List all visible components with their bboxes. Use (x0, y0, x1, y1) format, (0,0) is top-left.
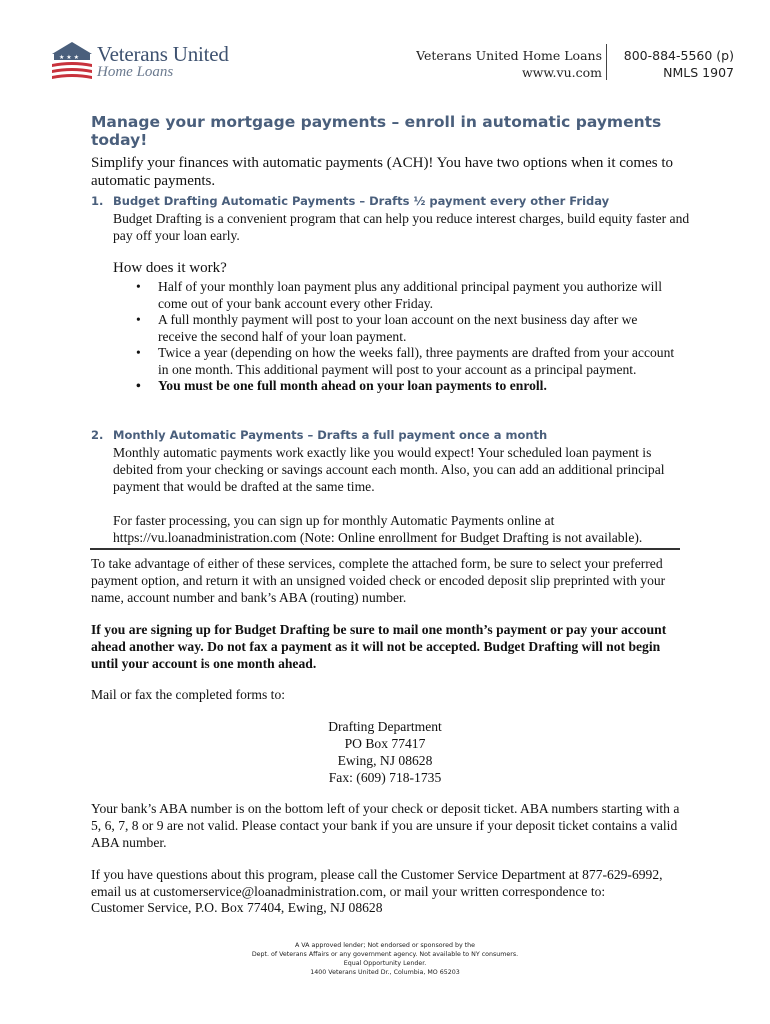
budget-drafting-warning: If you are signing up for Budget Drafting be sure to mail one month’s payment or pay your account ahead another way. Do not fax a payment as it will not be accepted. Budget Drafting will not begin until your account is one month ahead. (91, 622, 667, 671)
option-budget-drafting (91, 194, 691, 395)
address-line: Drafting Department (328, 719, 442, 734)
footer-line: 1400 Veterans United Dr., Columbia, MO 65203 (310, 969, 460, 976)
mail-intro: Mail or fax the completed forms to: (91, 687, 286, 702)
header-divider (606, 44, 607, 80)
phone-number: 800-884-5560 (p) (623, 48, 734, 63)
list-item: • A full monthly payment will post to your loan account on the next business day after we receive the second half of your loan payment. (158, 312, 678, 345)
legal-footer (0, 941, 770, 977)
footer-line: Equal Opportunity Lender. (343, 960, 427, 967)
address-line: PO Box 77417 (344, 736, 426, 751)
how-it-works-heading: How does it work? (113, 260, 227, 276)
list-item: • Twice a year (depending on how the weeks fall), three payments are drafted from your account in one month. This additional payment will post to your account as a principal payment. (158, 345, 678, 378)
list-item: • You must be one full month ahead on your loan payments to enroll. (158, 378, 678, 395)
list-item: • Half of your monthly loan payment plus any additional principal payment you authorize will come out of your bank account every other Friday. (158, 279, 678, 312)
footer-line: Dept. of Veterans Affairs or any government agency. Not available to NY consumers. (251, 951, 519, 958)
svg-text:★ ★ ★: ★ ★ ★ (59, 54, 79, 61)
company-name: Veterans United Home Loans (416, 48, 602, 63)
intro-text: Simplify your finances with automatic payments (ACH)! You have two options when it comes to automatic payments. (91, 155, 674, 189)
website-link[interactable]: www.vu.com (521, 65, 602, 80)
option2-title (91, 428, 691, 442)
aba-note: Your bank’s ABA number is on the bottom left of your check or deposit ticket. ABA numbers starting with a 5, 6, 7, 8 or 9 are not valid. Please contact your bank if you are unsure if your deposit ticket contains a valid ABA number. (91, 801, 680, 850)
option2-description: Monthly automatic payments work exactly like you would expect! Your scheduled loan payment is debited from your checking or savings account each month. Also, you can add an additional principal payment that would be drafted at the same time. (113, 445, 665, 494)
option2-number: 2. (91, 428, 104, 442)
customer-service-address: Customer Service, P.O. Box 77404, Ewing, NJ 08628 (91, 900, 383, 915)
contact-phone-block (624, 47, 734, 81)
questions-text: If you have questions about this program, please call the Customer Service Department at 877-629-6992, email us at customerservice@loanadministration.com, or mail your written correspondence to: (91, 867, 663, 899)
brand-name: Veterans United (97, 42, 229, 66)
option-monthly-payments (91, 428, 691, 546)
page-title: Manage your mortgage payments – enroll in automatic payments today! (91, 113, 662, 149)
how-it-works-list (91, 279, 691, 395)
fax-number: Fax: (609) 718-1735 (328, 770, 442, 785)
footer-line: A VA approved lender; Not endorsed or sponsored by the (294, 942, 476, 949)
option2-title-text: Monthly Automatic Payments – Drafts a full payment once a month (113, 428, 548, 442)
house-flag-icon (50, 40, 94, 80)
section-divider (90, 548, 680, 550)
option1-title (91, 194, 691, 208)
option1-title-text: Budget Drafting Automatic Payments – Drafts ½ payment every other Friday (113, 194, 610, 208)
company-logo (50, 40, 250, 82)
form-instructions: To take advantage of either of these services, complete the attached form, be sure to select your preferred payment option, and return it with an unsigned voided check or encoded deposit slip preprinted with your name, account number and bank’s ABA (routing) number. (91, 556, 666, 605)
intro-section (91, 113, 691, 190)
mailing-address (0, 718, 770, 786)
brand-subtitle: Home Loans (97, 64, 174, 80)
nmls-number: NMLS 1907 (663, 65, 734, 80)
contact-company (416, 47, 602, 81)
online-enrollment-note: For faster processing, you can sign up for monthly Automatic Payments online at https://vu.loanadministration.com (Note: Online enrollment for Budget Drafting is not available). (113, 513, 643, 545)
option1-number: 1. (91, 194, 104, 208)
address-line: Ewing, NJ 08628 (337, 753, 433, 768)
option1-description: Budget Drafting is a convenient program that can help you reduce interest charges, build equity faster and pay off your loan early. (113, 211, 690, 243)
